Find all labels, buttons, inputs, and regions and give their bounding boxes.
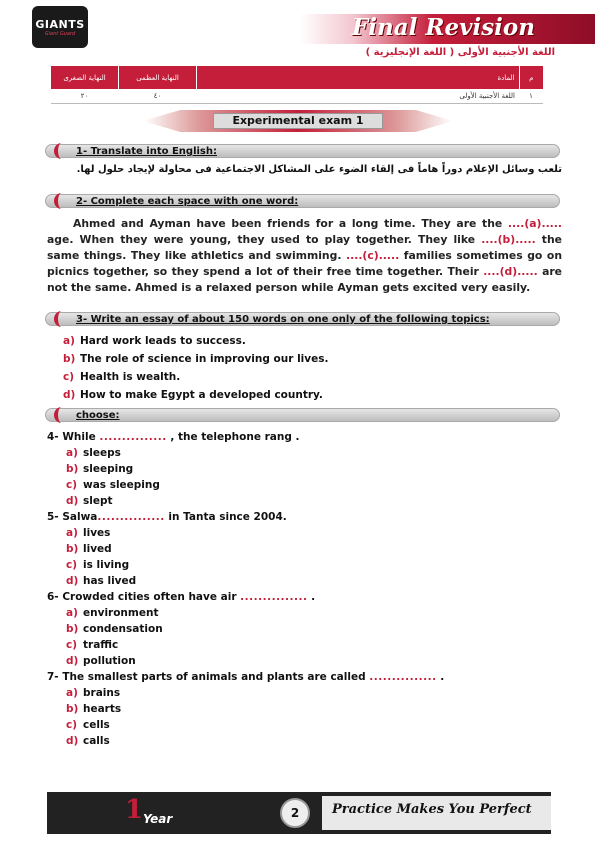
option[interactable]: b) hearts [66,703,122,715]
row-min: ٢٠ [51,89,119,103]
question-5: 5- Salwa............... in Tanta since 2004. [47,511,287,523]
complete-paragraph: Ahmed and Ayman have been friends for a long time. They are the ....(a)..... age. When they were young, they used to play together. They like ....(b)..... the same things. They like athletics and swimming. ....(c)..... families sometimes go on picnics together, so they spend a lot of their free time together. Their ....(d)..... are not the same. Ahmed is a relaxed person while Ayman gets excited very easily. [47,217,563,294]
list-item: b) The role of science in improving our lives. [63,353,329,365]
blank-b: ....(b)..... [481,233,536,246]
section-1-bar [45,144,560,158]
exam-banner [143,110,453,132]
option[interactable]: c) was sleeping [66,479,160,491]
page-footer [47,792,551,834]
subject-arabic: اللغة الأجنبية الأولى ( اللغة الإنجليزية ) [365,47,555,58]
col-max: النهاية العظمى [119,66,197,89]
section-1-label: 1- Translate into English: [76,146,217,157]
option[interactable]: c) cells [66,719,110,731]
option[interactable]: d) calls [66,735,110,747]
question-6: 6- Crowded cities often have air ............... . [47,591,316,603]
section-marker-icon [50,309,68,329]
option[interactable]: b) lived [66,543,112,555]
section-marker-icon [50,405,68,425]
list-item: c) Health is wealth. [63,371,181,383]
row-max: ٤٠ [119,89,197,103]
row-subject: اللغة الأجنبية الأولى [197,89,520,103]
option[interactable]: d) pollution [66,655,136,667]
option[interactable]: b) condensation [66,623,163,635]
row-num: ١ [519,89,543,103]
option[interactable]: a) brains [66,687,121,699]
question-7: 7- The smallest parts of animals and plants are called ............... . [47,671,445,683]
option[interactable]: a) lives [66,527,111,539]
giants-logo [32,6,88,48]
essay-topics [63,332,328,404]
list-item: a) Hard work leads to success. [63,335,246,347]
table-row [51,89,544,103]
choose-label: choose: [76,410,120,421]
col-num: م [519,66,543,89]
option[interactable]: b) sleeping [66,463,134,475]
translate-text-arabic: تلعب وسائل الإعلام دوراً هاماً فى إلقاء الضوء على المشاكل الاجتماعية فى محاولة لإيجاد حلول لها. [76,164,562,175]
mcq-list [47,429,444,749]
blank-d: ....(d)..... [483,265,538,278]
year-number: 1 [125,795,144,825]
list-item: d) How to make Egypt a developed country. [63,389,323,401]
option[interactable]: a) environment [66,607,159,619]
logo-subtext: Giant Guard [44,30,76,37]
exam-title: Experimental exam 1 [213,113,383,129]
year-label: Year [143,812,173,826]
choose-bar [45,408,560,422]
section-marker-icon [50,141,68,161]
page-header [0,0,595,62]
blank-c: ....(c)..... [346,249,400,262]
question-4: 4- While ............... , the telephone rang . [47,431,300,443]
option[interactable]: a) sleeps [66,447,121,459]
grade-table [50,66,543,104]
footer-slogan: Practice Makes You Perfect [332,802,532,817]
option[interactable]: c) traffic [66,639,119,651]
section-2-bar [45,194,560,208]
col-subject: المادة [197,66,520,89]
option[interactable]: d) slept [66,495,113,507]
section-3-label: 3- Write an essay of about 150 words on one only of the following topics: [76,314,490,325]
section-3-bar [45,312,560,326]
grade-table-header [51,66,544,89]
option[interactable]: d) has lived [66,575,137,587]
section-marker-icon [50,191,68,211]
option[interactable]: c) is living [66,559,130,571]
page-number: 2 [280,798,310,828]
section-2-label: 2- Complete each space with one word: [76,196,299,207]
page-title: Final Revision [351,14,535,41]
logo-text: GIANTS [35,17,85,31]
col-min: النهاية الصغرى [51,66,119,89]
blank-a: ....(a)..... [507,217,562,230]
